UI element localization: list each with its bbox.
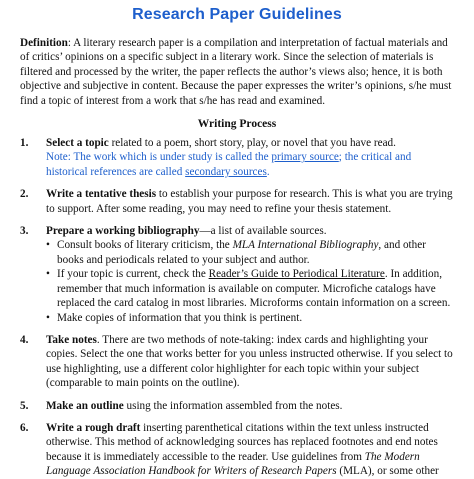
definition-text: : A literary research paper is a compilation and interpretation of factual materials and of critics’ opinions on a specific subject in a literary work. Since the selection of materials is filtered and processed by the writer, the paper reflects the author’s views also; hence, it is both objective and subjective in content. Because the paper expresses the writer’s opinions, s/he must find a topic of interest from a work that s/he has read and examined. xyxy=(20,37,452,107)
readers-guide-link[interactable]: Reader’s Guide to Periodical Literature xyxy=(208,268,385,281)
step-text: to establish your purpose for research. This is what you are trying to support. After some reading, you may need to refine your thesis statement. xyxy=(46,188,453,215)
bullet-item xyxy=(46,311,454,325)
step-number: 2. xyxy=(20,188,29,201)
step-lead: Make an outline xyxy=(46,399,124,412)
bullet-text: If your topic is current, check the xyxy=(57,268,209,281)
bibliography-bullets xyxy=(46,238,454,324)
step-text: inserting parenthetical citations within the text unless instructed otherwise. This method of acknowledging sources has replaced footnotes and end notes because it is immediately accessible to the reader. Use guidelines from xyxy=(46,421,438,463)
bullet-text: , and other books and periodicals related to your subject and author. xyxy=(57,239,426,266)
page-title: Research Paper Guidelines xyxy=(132,6,342,23)
bullet-item xyxy=(46,238,454,267)
section-heading-writing-process: Writing Process xyxy=(197,118,277,131)
step-number: 1. xyxy=(20,137,29,150)
step-lead: Prepare a working bibliography xyxy=(46,225,200,238)
definition-label: Definition xyxy=(20,37,68,49)
step-lead: Take notes xyxy=(46,333,97,346)
bullet-text: Make copies of information that you think is pertinent. xyxy=(57,311,303,324)
step-2 xyxy=(20,187,454,216)
mla-bibliography-title: MLA International Bibliography xyxy=(232,239,379,252)
step-lead: Write a tentative thesis xyxy=(46,188,157,201)
step-text: using the information assembled from the notes. xyxy=(123,399,343,412)
definition-paragraph xyxy=(20,36,454,108)
primary-source-link[interactable]: primary source xyxy=(271,151,339,164)
steps-list xyxy=(20,136,454,479)
step-text: . There are two methods of note-taking: index cards and highlighting your copies. Select the one that works better for you unless instructed otherwise. If you select to use highlighting, use a different color highlighter for each topic within your subject (comparable to main points on the outline). xyxy=(46,333,453,390)
step-text: —a list of available sources. xyxy=(199,225,327,238)
note-text: ; the critical and historical references are called xyxy=(46,151,412,178)
step-number: 6. xyxy=(20,421,29,434)
note-text: . xyxy=(266,165,270,178)
step-number: 3. xyxy=(20,225,29,238)
step-lead: Write a rough draft xyxy=(46,421,141,434)
bullet-text: . In addition, remember that much information is available on computer. Microfiche catalogs have replaced the card catalog in most libraries. Microforms contain information on a screen. xyxy=(57,268,451,310)
mla-handbook-title: The Modern Language Association Handbook for Writers of Research Papers xyxy=(46,450,420,478)
step-number: 5. xyxy=(20,399,29,412)
step-5 xyxy=(20,399,454,413)
step-lead: Select a topic xyxy=(46,137,109,150)
step-note xyxy=(46,151,411,177)
bullet-item xyxy=(46,267,454,310)
bullet-text: Consult books of literary criticism, the xyxy=(57,239,233,252)
step-6 xyxy=(20,421,454,479)
step-1 xyxy=(20,136,454,179)
step-3 xyxy=(20,224,454,325)
secondary-sources-link[interactable]: secondary sources xyxy=(185,165,267,178)
note-text: Note: The work which is under study is called the xyxy=(46,151,272,164)
step-text: related to a poem, short story, play, or novel that you have read. xyxy=(108,137,396,150)
step-number: 4. xyxy=(20,333,29,346)
step-text: (MLA), or some other xyxy=(336,465,439,478)
step-4 xyxy=(20,333,454,391)
